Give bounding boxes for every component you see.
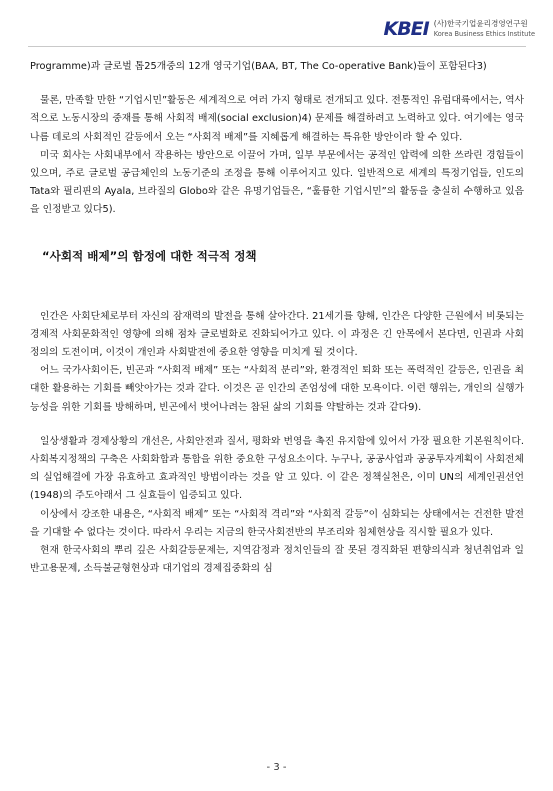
section-heading: “사회적 배제”의 함정에 대한 적극적 정책 [42,248,257,263]
paragraph-human-development: 인간은 사회단체로부터 자신의 잠재력의 발전을 통해 살아간다. 21세기를 향해, 인간은 다양한 근원에서 비롯되는 경제적 사회문화적인 영향에 의해 점차 글로벌화로 진화되어가고 있다. 이 과정은 긴 안목에서 본다면, 인권과 사회정의의 도전이며, 이것이 개인과 사회발전에 중요한 영향을 미치게 될 것이다. [30,310,524,359]
paragraph-emphasis: 이상에서 강조한 내용은, “사회적 배제” 또는 “사회적 격리”와 “사회적 갈등”이 심화되는 상태에서는 건전한 발전을 기대할 수 없다는 것이다. 따라서 우리는 지금의 한국사회전반의 부조리와 침체현상을 직시할 필요가 있다. [30,508,524,538]
header-divider [28,46,526,47]
paragraph-continuation: Programme)과 글로벌 톱25개중의 12개 영국기업(BAA, BT, The Co-operative Bank)들이 포함된다3) [30,61,487,72]
paragraph-us-companies: 미국 회사는 사회내부에서 작용하는 방안으로 이끌어 가며, 일부 부문에서는 공적인 압력에 의한 쓰라린 경험들이 있으며, 주로 글로벌 공급체인의 노동기준의 조정을 통해 이루어지고 있다. 일반적으로 세계의 특정기업들, 인도의 Tata와 필리핀의 Ayala, 브라질의 Globo와 같은 유명기업들은, “훌륭한 기업시민”의 활동을 충실히 수행하고 있음을 인정받고 있다5). [30,149,524,216]
institute-name [434,19,535,39]
institute-name-korean: (사)한국기업윤리경영연구원 [433,19,528,28]
paragraph-corporate-citizenship: 물론, 만족할 만한 “기업시민”활동은 세계적으로 여러 가지 형태로 전개되고 있다. 전통적인 유럽대륙에서는, 역사적으로 노동시장의 중재를 통해 사회적 배제(social exclusion)4) 문제를 해결하려고 노력하고 있다. 여기에는 영국 나름 데로의 사회적인 갈등에서 오는 “사회적 배제”를 지혜롭게 해결하는 특유한 방안이라 할 수 있다. [30,95,524,143]
paragraph-social-welfare: 일상생활과 경제상황의 개선은, 사회안전과 질서, 평화와 번영을 촉진 유지함에 있어서 가장 필요한 기본원칙이다. 사회복지정책의 구축은 사회화합과 통합을 위한 중요한 구성요소이다. 누구나, 공공사업과 공공투자계획이 사회전체의 실업해결에 가장 유효하고 효과적인 방법이라는 것을 알 고 있다. 이 같은 정책실천은, 이미 UN의 세계인권선언(1948)의 주도아래서 그 실효들이 입증되고 있다. [30,435,524,502]
document-body [30,58,524,578]
paragraph-poverty-exclusion: 어느 국가사회이든, 빈곤과 “사회적 배제” 또는 “사회적 분리”와, 환경적인 퇴화 또는 폭력적인 갈등은, 인권을 최대한 활용하는 기회를 빼앗아가는 것과 같다. 이것은 곧 인간의 존엄성에 대한 모욕이다. 이런 행위는, 개인의 실행가능성을 위한 기회를 방해하며, 빈곤에서 벗어나려는 참된 삶의 기회를 약탈하는 것과 같다9). [30,365,524,413]
institute-name-english: Korea Business Ethics Institute [433,30,535,38]
institute-logo: KBEI [383,17,429,40]
page-header [383,14,535,44]
paragraph-korean-society: 현재 한국사회의 뿌리 깊은 사회갈등문제는, 지역감정과 정치인들의 잘 못된 경직화된 편향의식과 청년취업과 일반고용문제, 소득불균형현상과 대기업의 경제집중화의 심 [30,545,524,575]
page-number: - 3 - [266,762,287,773]
